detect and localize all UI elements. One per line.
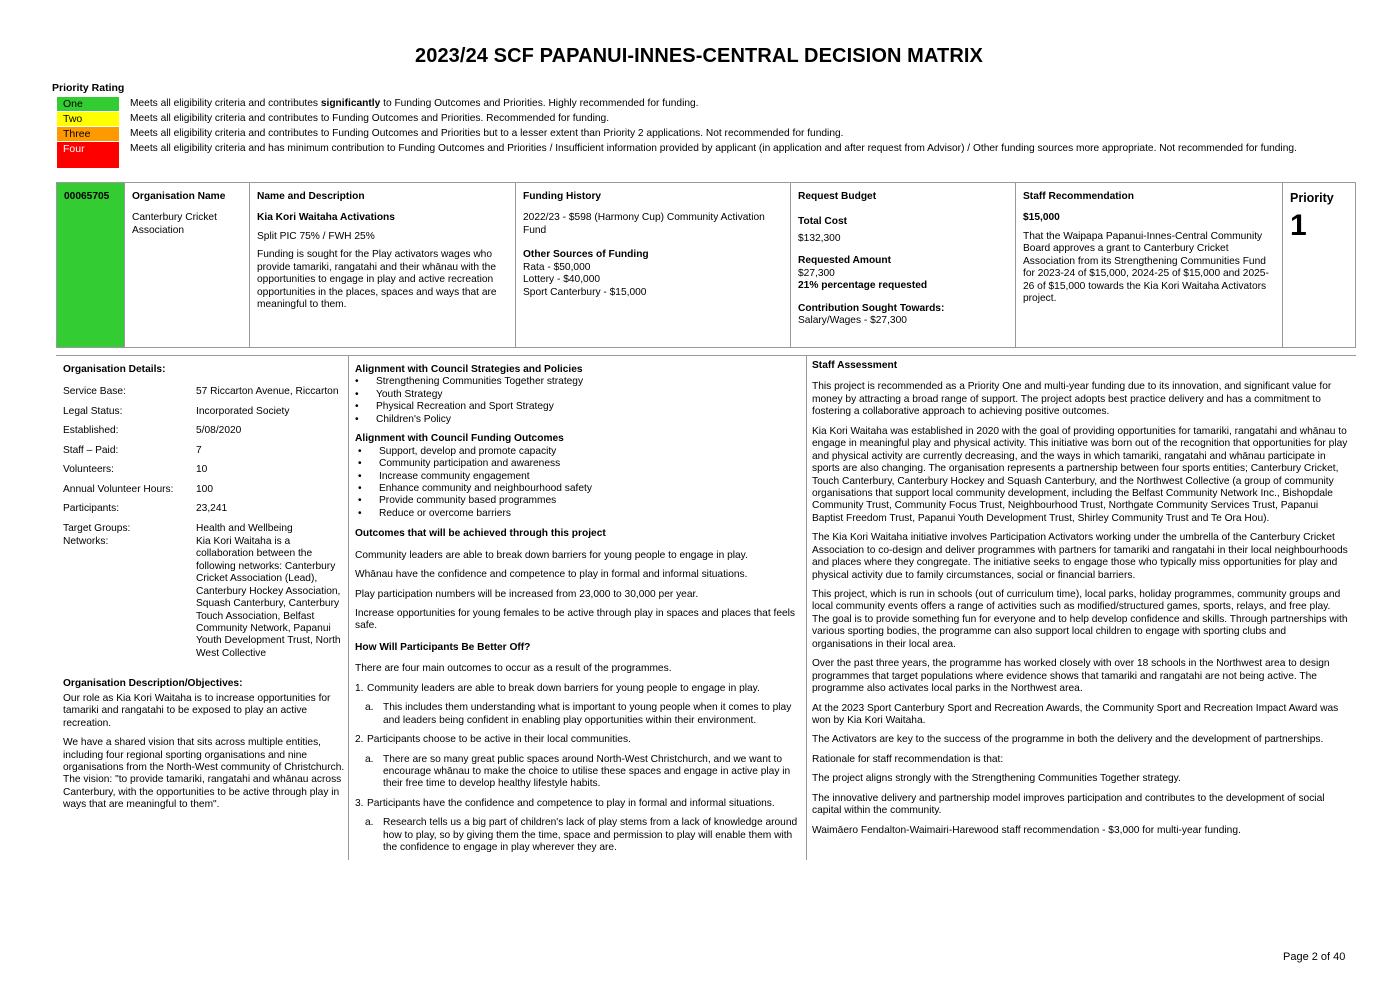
item-number: 2. <box>355 734 364 746</box>
item-number: 3. <box>355 797 364 809</box>
list-item: • Children's Policy <box>376 414 800 426</box>
priority-level-one <box>57 97 1310 111</box>
project-outcome: Increase opportunities for young females to be active through play in spaces and places that feels safe. <box>355 608 796 632</box>
staff-recommendation-text: That the Waipapa Papanui-Innes-Central Community Board approves a grant to Canterbury Cricket Association from its Strengthening Communities Fund for 2023-24 of $15,000, 2024-25 of $15,000 and 2025-26 of $15,000 towards the Kia Kori Waitaha Activators project. <box>1023 230 1269 305</box>
assessment-paragraph: The project aligns strongly with the Strengthening Communities Together strategy. <box>812 773 1181 785</box>
page-number: Page 2 of 40 <box>1283 951 1346 963</box>
organisation-name-cell <box>125 183 250 347</box>
detail-value: Health and Wellbeing <box>196 522 293 534</box>
project-outcome: Community leaders are able to break down barriers for young people to engage in play. <box>355 549 748 561</box>
better-off-intro: There are four main outcomes to occur as a result of the programmes. <box>355 663 672 675</box>
list-item: • Youth Strategy <box>376 389 800 401</box>
priority-value: 1 <box>1290 209 1307 243</box>
contribution-value: Salary/Wages - $27,300 <box>798 315 907 327</box>
funding-history-cell <box>516 183 791 347</box>
detail-key: Target Groups: <box>63 522 131 534</box>
assessment-paragraph: At the 2023 Sport Canterbury Sport and Recreation Awards, the Community Sport and Recreation Impact Award was won by Kia Kori Waitaha. <box>812 702 1339 726</box>
assessment-paragraph: Rationale for staff recommendation is that: <box>812 753 1004 765</box>
detail-row-established <box>63 425 345 437</box>
detail-value: 10 <box>196 464 208 476</box>
item-text: Community leaders are able to break down barriers for young people to engage in play. <box>367 682 760 694</box>
list-item: • Reduce or overcome barriers <box>379 508 800 520</box>
item-text: Participants choose to be active in their local communities. <box>367 734 631 746</box>
better-off-heading: How Will Participants Be Better Off? <box>355 641 531 653</box>
assessment-paragraph: The Activators are key to the success of the programme in both the delivery and the development of partnerships. <box>812 734 1324 746</box>
subitem-text: There are so many great public spaces around North-West Christchurch, and we want to encourage whānau to make the choice to utilise these spaces and engage in active play in their free time to develop healthy lifestyle habits. <box>383 753 791 790</box>
column-divider <box>806 355 807 860</box>
name-description-heading: Name and Description <box>257 191 365 202</box>
funding-history: 2022/23 - $598 (Harmony Cup) Community Activation Fund <box>523 212 765 236</box>
staff-assessment-heading: Staff Assessment <box>812 360 898 371</box>
detail-row-volunteer-hours <box>63 484 345 496</box>
priority-level-two <box>57 112 1310 126</box>
organisation-name: Canterbury Cricket Association <box>132 212 217 236</box>
better-off-item <box>355 798 800 810</box>
subitem-text: Research tells us a big part of children's lack of play stems from a lack of knowledge around how to play, so by giving them the time, space and permission to play will enable them with the confidence to engage in play wherever they are. <box>383 817 798 854</box>
subitem-text: This includes them understanding what is important to young people when it comes to play and leaders being confident in enabling play opportunities within their environment. <box>383 702 792 726</box>
request-budget-heading: Request Budget <box>798 191 877 202</box>
detail-value: Kia Kori Waitaha is a collaboration between the following networks: Canterbury Cricket Association (Lead), Canterbury Hockey Association, Squash Canterbury, Canterbury Touch Association, Belfast Community Network, Papanui Youth Development Trust, North West Collective <box>196 535 341 659</box>
assessment-paragraph: Kia Kori Waitaha was established in 2020 with the goal of providing opportunities for tamariki, rangatahi and whānau to engage in meaningful play and physical activity. This initiative was born out of the recognition that opportunities for play and physical activity are currently decreasing, and the ways in which tamariki, rangatahi and whānau participate in sports are also changing. The organisation represents a partnership between four sports entities; Canterbury Cricket, Touch Canterbury, Canterbury Hockey and Squash Canterbury, and the Northwest Collective (a group of community organisations that support local community development, including the Belfast Community Network Inc., Bishopdale Community Trust, Community Focus Trust, Neighbourhood Trust, Northgate Community Services Trust, Papanui Baptist Freedom Trust, Papanui Youth Development Trust, Shirley Community Trust and Te Ora Hou). <box>812 425 1348 524</box>
subitem-letter: a. <box>365 702 374 714</box>
organisation-details-heading: Organisation Details: <box>63 364 166 375</box>
detail-value: 100 <box>196 483 213 495</box>
assessment-paragraph: This project is recommended as a Priority One and multi-year funding due to its innovation, and significant value for money by attracting a broad range of support. The project adopts best practice delivery and has a commitment to fostering a collaborative approach to achieving positive outcomes. <box>812 381 1332 418</box>
split-text: Split PIC 75% / FWH 25% <box>257 230 375 242</box>
funding-outcomes-list <box>355 446 800 521</box>
assessment-paragraph: This project, which is run in schools (out of curriculum time), local parks, holiday programmes, community groups and local community events offers a range of activities such as modified/structured games, sports, relays, and free play. The goal is to provide something fun for everyone and to help develop confidence and skills. Through partnerships with various sporting bodies, the programme can also support local children to engage with sporting clubs and organisations in their local area. <box>812 589 1348 650</box>
funding-outcomes-heading: Alignment with Council Funding Outcomes <box>355 433 564 445</box>
project-outcome: Whānau have the confidence and competence to play in formal and informal situations. <box>355 569 748 581</box>
better-off-item <box>355 734 800 746</box>
project-outcome: Play participation numbers will be increased from 23,000 to 30,000 per year. <box>355 588 699 600</box>
page-title: 2023/24 SCF PAPANUI-INNES-CENTRAL DECISION MATRIX <box>415 45 983 67</box>
project-name: Kia Kori Waitaha Activations <box>257 212 395 224</box>
priority-label-three: Three <box>57 127 119 141</box>
total-cost-value: $132,300 <box>798 232 841 244</box>
other-source: Lottery - $40,000 <box>523 274 601 286</box>
list-item: • Physical Recreation and Sport Strategy <box>376 401 800 413</box>
strategies-heading: Alignment with Council Strategies and Policies <box>355 364 583 375</box>
priority-heading: Priority <box>1290 191 1334 205</box>
strategies-list <box>355 376 800 426</box>
priority-text-four: Meets all eligibility criteria and has minimum contribution to Funding Outcomes and Priorities / Insufficient information provided by applicant (in application and after request from Advisor) / Other funding sources more appropriate. Not recommended for funding. <box>130 143 1297 154</box>
priority-text-three: Meets all eligibility criteria and contributes to Funding Outcomes and Priorities but to a lesser extent than Priority 2 applications. Not recommended for funding. <box>130 128 844 139</box>
detail-key: Service Base: <box>63 386 126 398</box>
funding-history-heading: Funding History <box>523 191 602 202</box>
priority-label-one: One <box>57 97 119 111</box>
priority-label-two: Two <box>57 112 119 126</box>
organisation-description-heading: Organisation Description/Objectives: <box>63 678 243 690</box>
other-source: Rata - $50,000 <box>523 261 591 273</box>
list-item: • Strengthening Communities Together strategy <box>376 376 800 388</box>
other-source: Sport Canterbury - $15,000 <box>523 286 647 298</box>
organisation-name-heading: Organisation Name <box>132 191 226 202</box>
assessment-paragraph: The innovative delivery and partnership model improves participation and contributes to the development of social capital within the community. <box>812 792 1325 817</box>
contribution-label: Contribution Sought Towards: <box>798 302 945 314</box>
priority-cell <box>1283 183 1355 347</box>
detail-value: 5/08/2020 <box>196 425 242 437</box>
detail-value: 23,241 <box>196 503 228 515</box>
better-off-subitem <box>355 702 800 727</box>
detail-row-participants <box>63 503 345 515</box>
detail-key: Participants: <box>63 503 120 515</box>
detail-row-target-groups <box>63 523 345 535</box>
staff-assessment <box>812 360 1348 844</box>
assessment-paragraph: Waimāero Fendalton-Waimairi-Harewood staff recommendation - $3,000 for multi-year funding. <box>812 824 1241 836</box>
subitem-letter: a. <box>365 753 374 765</box>
organisation-description-paragraph: Our role as Kia Kori Waitaha is to increase opportunities for tamariki and rangatahi to be exposed to play an active recreation. <box>63 692 331 729</box>
column-divider <box>348 355 349 860</box>
application-id: 00065705 <box>57 183 125 347</box>
priority-text-two: Meets all eligibility criteria and contributes to Funding Outcomes and Priorities. Recommended for funding. <box>130 113 610 124</box>
organisation-details <box>63 364 345 819</box>
priority-text-one: Meets all eligibility criteria and contributes significantly to Funding Outcomes and Priorities. Highly recommended for funding. <box>130 98 699 109</box>
requested-amount-label: Requested Amount <box>798 255 892 267</box>
percentage-requested: 21% percentage requested <box>798 280 928 292</box>
better-off-item <box>355 683 800 695</box>
list-item: • Support, develop and promote capacity <box>379 446 800 458</box>
detail-value: Incorporated Society <box>196 405 290 417</box>
detail-key: Staff – Paid: <box>63 444 119 456</box>
detail-key: Established: <box>63 425 119 437</box>
detail-value: 57 Riccarton Avenue, Riccarton <box>196 386 339 398</box>
staff-recommendation-amount: $15,000 <box>1023 212 1060 224</box>
list-item: • Enhance community and neighbourhood safety <box>379 483 800 495</box>
better-off-subitem <box>355 754 800 791</box>
name-description-cell <box>250 183 516 347</box>
detail-key: Legal Status: <box>63 405 123 417</box>
subitem-letter: a. <box>365 817 374 829</box>
project-description: Funding is sought for the Play activators wages who provide tamariki, rangatahi and their whānau with the opportunities to engage in play and active recreation opportunities in the places, spaces and ways that are meaningful to them. <box>257 249 497 311</box>
other-sources-heading: Other Sources of Funding <box>523 249 649 261</box>
item-text: Participants have the confidence and competence to play in formal and informal situations. <box>367 797 775 809</box>
organisation-description-paragraph: We have a shared vision that sits across multiple entities, including four regional sporting organisations and nine organisations from the North-West community of Christchurch. The vision: "to provide tamariki, rangatahi and whānau across Canterbury, with the opportunities to be active through play in ways that are meaningful to them". <box>63 737 345 811</box>
request-budget-cell <box>791 183 1016 347</box>
alignment-section <box>355 364 800 862</box>
project-outcomes-heading: Outcomes that will be achieved through this project <box>355 528 606 540</box>
detail-key: Networks: <box>63 535 109 547</box>
item-number: 1. <box>355 682 364 694</box>
detail-row-networks <box>63 536 345 660</box>
priority-level-four <box>57 142 1310 168</box>
priority-rating-heading: Priority Rating <box>52 82 125 94</box>
section-divider <box>56 355 1356 356</box>
detail-row-legal-status <box>63 406 345 418</box>
better-off-subitem <box>355 817 800 854</box>
priority-level-three <box>57 127 1310 141</box>
detail-key: Annual Volunteer Hours: <box>63 483 174 495</box>
total-cost-label: Total Cost <box>798 216 848 228</box>
list-item: • Provide community based programmes <box>379 495 800 507</box>
requested-amount-value: $27,300 <box>798 267 835 279</box>
assessment-paragraph: Over the past three years, the programme has worked closely with over 18 schools in the Northwest area to design programmes that target populations where evidence shows that tamariki and rangatahi are not being active. The programme also activates local parks in the Northwest area. <box>812 658 1330 695</box>
list-item: • Increase community engagement <box>379 471 800 483</box>
staff-recommendation-heading: Staff Recommendation <box>1023 191 1134 202</box>
assessment-paragraph: The Kia Kori Waitaha initiative involves Participation Activators working under the umbrella of the Canterbury Cricket Association to co-design and deliver programmes with partners for tamariki and rangatahi in their local neighbourhoods and places where they congregate. The initiative seeks to engage those who typically miss opportunities for play and physical activity due to family circumstances, social or financial barriers. <box>812 532 1348 581</box>
detail-row-volunteers <box>63 464 345 476</box>
detail-row-service-base <box>63 386 345 398</box>
list-item: • Community participation and awareness <box>379 458 800 470</box>
detail-row-staff-paid <box>63 445 345 457</box>
staff-recommendation-cell <box>1016 183 1283 347</box>
detail-key: Volunteers: <box>63 464 114 476</box>
application-summary-table <box>56 182 1356 348</box>
priority-label-four: Four <box>57 142 119 168</box>
detail-value: 7 <box>196 444 202 456</box>
